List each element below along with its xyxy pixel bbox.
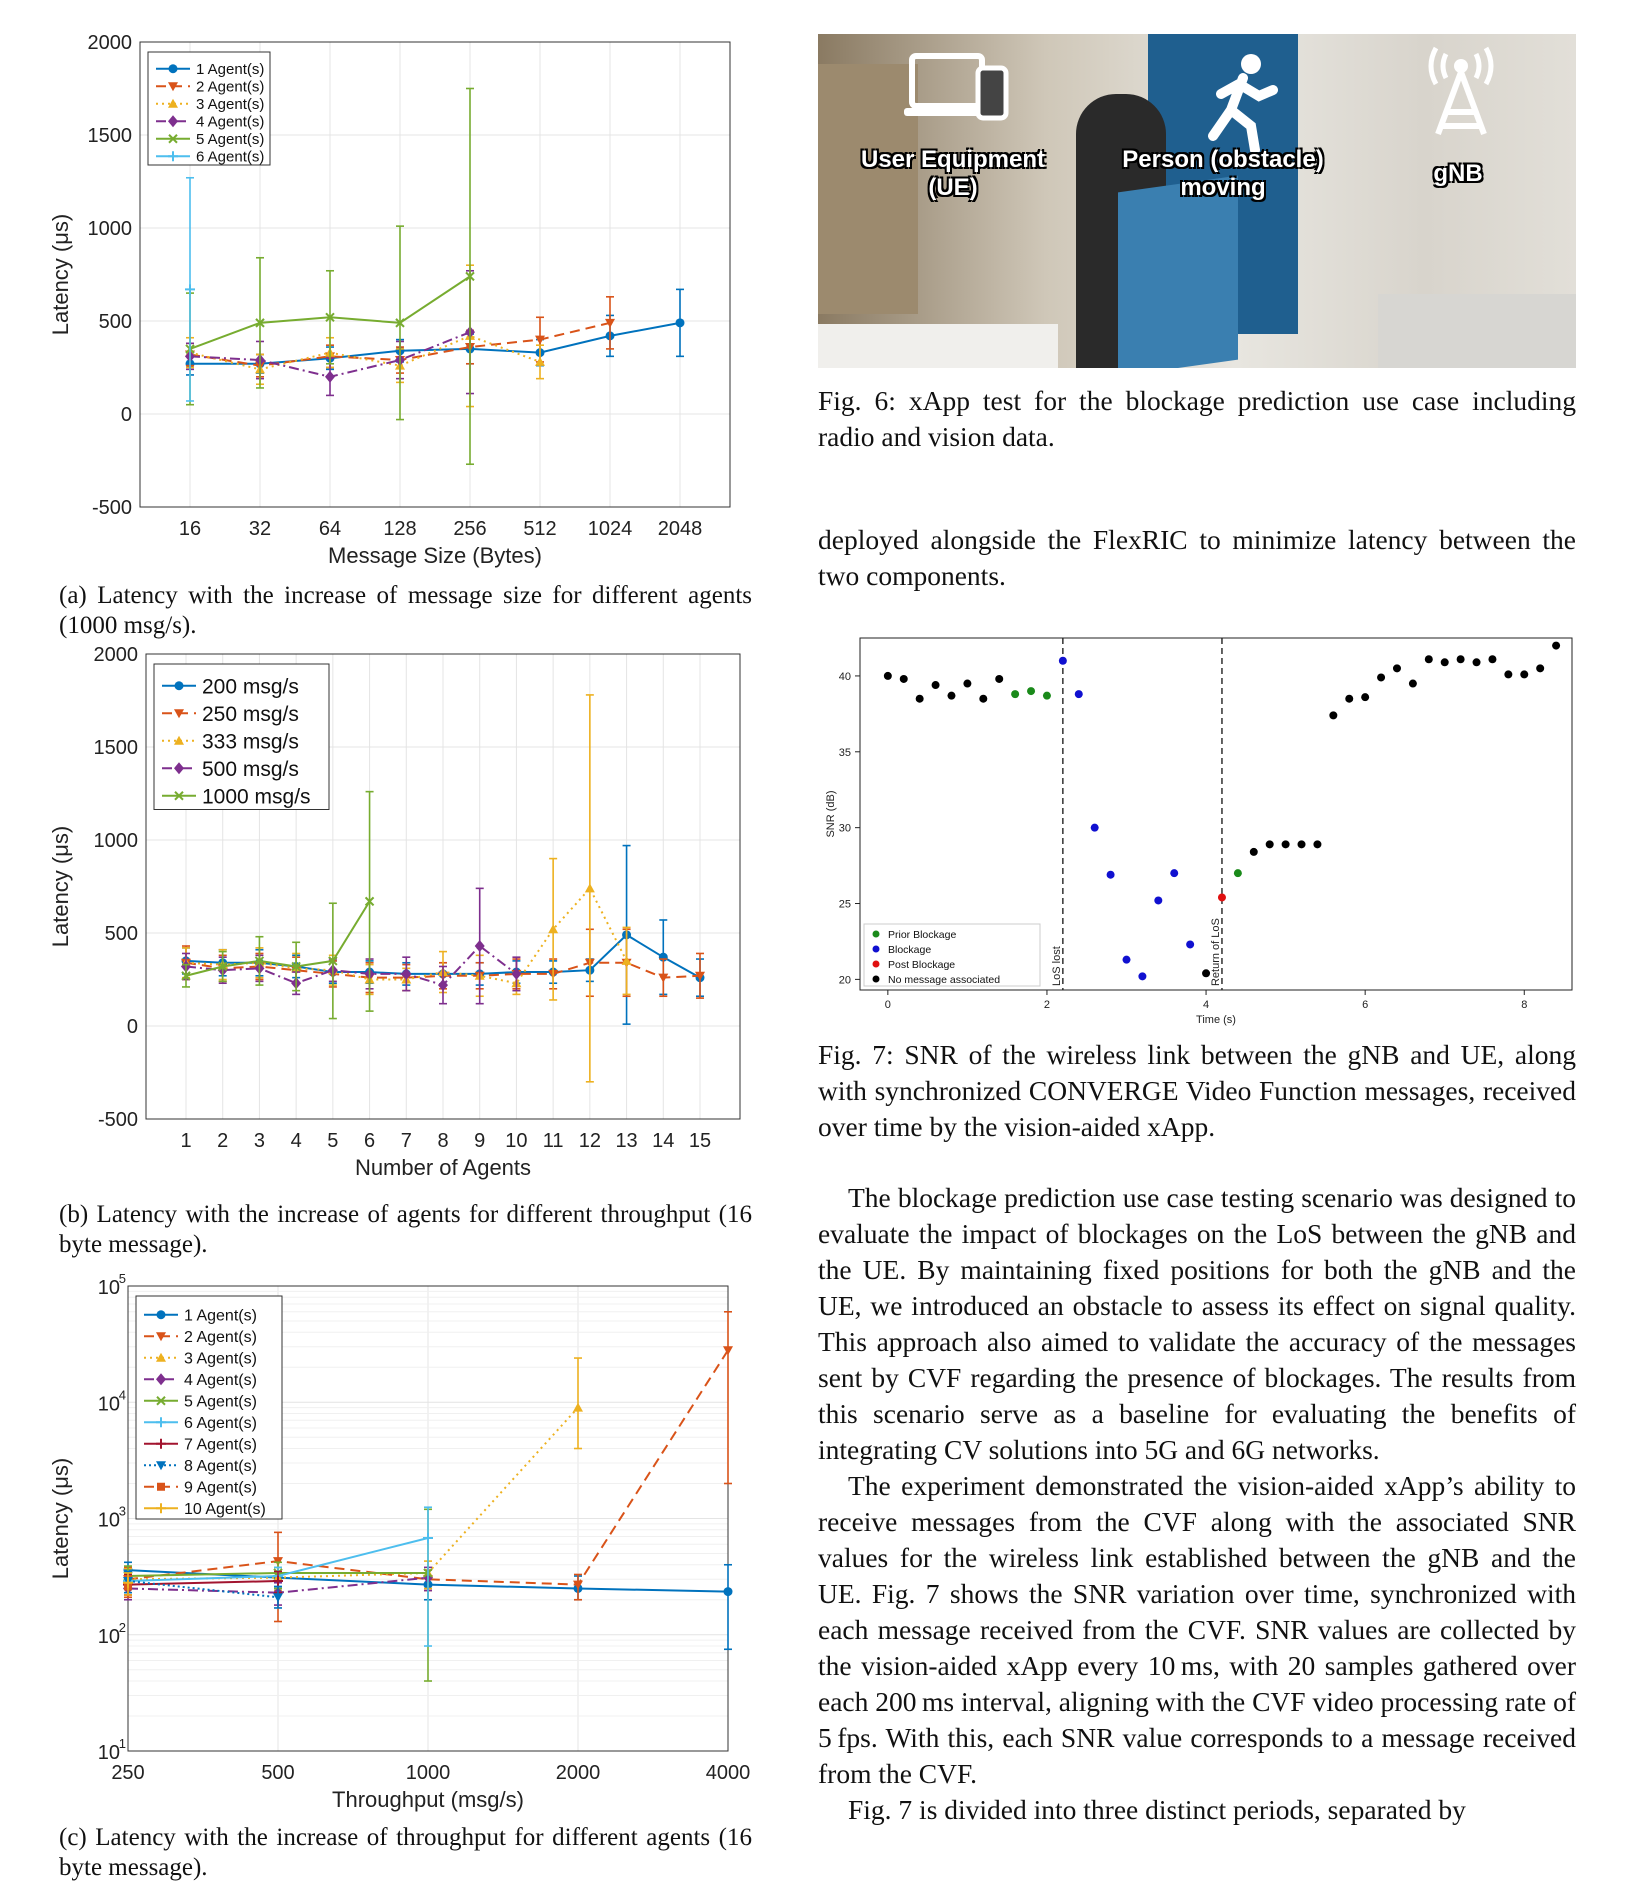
latency-vs-message-size-chart [40,18,760,578]
ue-photo-label: User Equipment (UE) [860,146,1046,201]
legend-label: 6 Agent(s) [184,1414,257,1432]
series-line [190,323,680,364]
data-point [1393,664,1401,672]
x-tick-label: 32 [248,518,272,540]
data-point [676,318,685,327]
x-tick-label: 1 [180,1130,192,1152]
x-tick-label: 2 [1043,999,1051,1011]
data-point [1329,711,1337,719]
data-point [1345,695,1353,703]
data-point [475,940,485,952]
data-point [1091,824,1099,832]
y-tick-label: 1000 [93,830,138,852]
legend-label: 5 Agent(s) [196,131,265,149]
data-point [1138,972,1146,980]
fig6-caption: Fig. 6: xApp test for the blockage prediction use case including radio and vision data. [818,385,1576,452]
y-tick-label: 40 [838,670,851,683]
series-blockage [1059,657,1194,981]
y-tick-exponent: 1 [118,1736,126,1751]
legend-label: 8 Agent(s) [184,1457,257,1475]
y-tick-exponent: 3 [118,1503,126,1519]
y-tick-label: 1500 [93,737,138,759]
x-tick-label: 4 [1202,999,1210,1011]
x-tick-label: 16 [178,518,202,540]
person-photo-label: Person (obstacle) moving [1122,146,1324,201]
y-tick-label: 25 [838,898,851,911]
data-point [548,924,558,933]
data-point [963,680,971,688]
data-point [1457,655,1465,663]
data-point [1361,693,1369,701]
fig-b-caption: (b) Latency with the increase of agents for different throughput (16 byte message). [59,1201,752,1258]
legend-marker [169,64,178,73]
data-point [724,1587,733,1596]
legend-label: Blockage [888,944,932,956]
data-point [1027,687,1035,695]
y-tick-label: 10 [97,1625,120,1648]
legend-label: 1 Agent(s) [184,1307,257,1325]
legend-label: Post Blockage [888,959,956,971]
legend [154,664,329,810]
y-tick-label: -500 [91,497,132,519]
x-tick-label: 3 [253,1130,265,1152]
x-tick-label: 11 [542,1130,564,1152]
paragraph-flexric-text: deployed alongside the FlexRIC to minimize latency between the two components. [818,524,1576,591]
data-point [1473,658,1481,666]
latency-vs-agents-chart [40,632,760,1192]
data-point [273,1593,283,1602]
legend [136,1296,282,1519]
data-point [1186,940,1194,948]
x-tick-label: 4000 [705,1762,751,1784]
x-axis-label: Number of Agents [354,1155,532,1180]
x-tick-label: 512 [523,518,557,540]
x-tick-label: 250 [111,1762,145,1784]
y-tick-label: 1000 [87,218,132,240]
legend-label: No message associated [888,974,1001,986]
y-tick-exponent: 4 [118,1387,126,1403]
legend-label: 333 msg/s [202,730,299,754]
fig-a-caption: (a) Latency with the increase of message size for different agents (1000 msg/s). [59,582,752,639]
x-tick-label: 500 [261,1762,295,1784]
legend-marker [873,976,880,983]
body-text [818,1180,1576,1828]
data-point [884,672,892,680]
data-point [325,371,335,383]
x-tick-label: 2048 [657,518,703,540]
data-point [1107,871,1115,879]
event-label: Return of LoS [1209,918,1222,986]
y-tick-label: 500 [98,311,132,333]
series-500-msg-s [181,888,521,1003]
blue-absorber-panel [1118,176,1238,368]
blockage-test-photo [818,34,1576,368]
laptop-phone-icon [904,50,1014,130]
data-point [1059,657,1067,665]
x-tick-label: 2000 [555,1762,601,1784]
x-tick-label: 0 [884,999,891,1011]
desk [818,324,1058,368]
x-tick-label: 6 [1362,999,1369,1011]
data-point [932,681,940,689]
x-tick-label: 64 [318,518,342,540]
x-tick-label: 8 [437,1130,449,1152]
legend-marker [873,946,880,953]
legend-label: 1 Agent(s) [196,61,265,79]
y-tick-label: 10 [97,1277,120,1299]
event-label: LoS lost [1050,946,1063,986]
latency-vs-throughput-chart [40,1258,760,1818]
legend-label: 500 msg/s [202,757,299,781]
x-tick-label: 2 [217,1130,229,1152]
x-tick-label: 4 [290,1130,302,1152]
x-tick-label: 14 [652,1130,675,1152]
y-tick-exponent: 2 [118,1619,126,1635]
data-point [1123,956,1131,964]
antenna-tower-icon [1416,42,1506,142]
data-point [585,883,595,892]
fig7-caption: Fig. 7: SNR of the wireless link between the gNB and UE, along with synchronized CONVERGE Video Function messages, received over time by the vision-aided xApp. [818,1039,1576,1142]
y-tick-label: 10 [97,1393,120,1416]
y-tick-label: 30 [838,822,851,835]
x-tick-label: 256 [453,518,487,540]
data-point [1425,655,1433,663]
data-point [1202,969,1210,977]
series-prior-blockage [1011,687,1242,877]
data-point [1154,896,1162,904]
data-point [1170,869,1178,877]
y-axis-label: Latency (μs) [48,213,73,336]
y-axis-label: Latency (μs) [48,1457,73,1580]
data-point [1441,658,1449,666]
data-point [979,695,987,703]
legend-label: 200 msg/s [202,675,299,699]
data-point [1011,690,1019,698]
y-tick-label: 0 [126,1016,138,1038]
y-axis-label: SNR (dB) [825,790,837,838]
x-tick-label: 13 [615,1130,638,1152]
x-axis-label: Time (s) [1196,1014,1236,1026]
x-tick-label: 7 [400,1130,412,1152]
series-line [186,946,516,985]
data-point [947,692,955,700]
data-point [1536,664,1544,672]
data-point [1298,840,1306,848]
series-3-agent-s- [185,265,545,406]
x-tick-label: 1024 [587,518,633,540]
data-point [1282,840,1290,848]
x-axis-label: Throughput (msg/s) [332,1787,524,1812]
legend-marker [873,961,880,968]
y-tick-label: 0 [120,404,132,426]
paragraph-experiment: The experiment demonstrated the vision-aided xApp’s ability to receive messages from the CVF along with the associated SNR values for the wireless link established between the gNB and the UE. Fig. 7 shows the SNR variation over time, synchronized with each message received from the CVF. SNR values are collected by the vision-aided xApp every 10 ms, with 20 samples gathered over each 200 ms interval, aligning with the CVF video processing rate of 5 fps. With this, each SNR value corresponds to a message received from the CVF. [818,1470,1576,1789]
data-point [1488,655,1496,663]
x-tick-label: 128 [383,518,417,540]
x-tick-label: 1000 [405,1762,451,1784]
data-point [1409,680,1417,688]
data-point [1043,692,1051,700]
y-tick-exponent: 5 [118,1271,126,1286]
snr-over-time-chart [818,626,1578,1026]
y-tick-label: 20 [838,974,851,987]
legend-label: 4 Agent(s) [196,113,265,131]
data-point [1504,670,1512,678]
legend [864,924,1040,986]
y-tick-label: 500 [104,923,138,945]
y-tick-label: 35 [838,746,851,759]
legend-marker [873,931,880,938]
data-point [916,695,924,703]
fig-c-caption: (c) Latency with the increase of throughput for different agents (16 byte message). [59,1824,752,1881]
legend-label: 1000 msg/s [202,785,311,809]
x-axis-label: Message Size (Bytes) [328,543,542,568]
legend-marker [157,1483,165,1491]
legend-marker [175,681,184,690]
y-tick-label: 10 [97,1509,120,1532]
legend-label: Prior Blockage [888,929,957,941]
x-tick-label: 10 [505,1130,528,1152]
data-point [995,675,1003,683]
series-1000-msg-s [182,792,374,1019]
series-line [128,1581,278,1585]
x-tick-label: 8 [1521,999,1528,1011]
series-post-blockage [1218,893,1226,901]
data-point [1520,670,1528,678]
y-tick-label: -500 [97,1109,138,1131]
x-tick-label: 9 [474,1130,486,1152]
legend-label: 6 Agent(s) [196,148,265,166]
legend-label: 7 Agent(s) [184,1436,257,1454]
running-person-icon [1203,52,1283,152]
legend-label: 250 msg/s [202,702,299,726]
x-tick-label: 5 [327,1130,339,1152]
legend-label: 9 Agent(s) [184,1479,257,1497]
y-tick-label: 10 [97,1742,120,1764]
data-point [1377,673,1385,681]
x-tick-label: 12 [578,1130,601,1152]
x-tick-label: 6 [364,1130,376,1152]
data-point [1552,642,1560,650]
paragraph-flexric [818,522,1576,594]
legend [148,52,270,166]
data-point [1218,893,1226,901]
y-tick-label: 2000 [93,644,138,666]
legend-label: 3 Agent(s) [196,96,265,114]
data-point [900,675,908,683]
x-tick-label: 15 [688,1130,712,1152]
y-axis-label: Latency (μs) [48,825,73,948]
paragraph-periods: Fig. 7 is divided into three distinct periods, separated by [848,1794,1466,1825]
legend-label: 2 Agent(s) [184,1328,257,1346]
data-point [1266,840,1274,848]
data-point [1250,848,1258,856]
desk-right [1378,294,1576,368]
legend-label: 10 Agent(s) [184,1500,266,1518]
y-tick-label: 1500 [87,125,132,147]
gnb-photo-label: gNB [1433,160,1483,187]
data-point [1075,690,1083,698]
data-point [1234,869,1242,877]
legend-label: 4 Agent(s) [184,1371,257,1389]
y-tick-label: 2000 [87,32,132,54]
legend-label: 3 Agent(s) [184,1350,257,1368]
data-point [1313,840,1321,848]
series-line [186,901,370,975]
data-point [423,1533,433,1543]
legend-label: 5 Agent(s) [184,1393,257,1411]
legend-label: 2 Agent(s) [196,78,265,96]
legend-marker [157,1310,166,1319]
paragraph-scenario: The blockage prediction use case testing scenario was designed to evaluate the impact of blockages on the LoS between the gNB and the UE. By maintaining fixed positions for both the gNB and the UE, we introduced an obstacle to assess its effect on signal quality. This approach also aimed to validate the accuracy of the messages sent by CVF regarding the presence of blockages. The results from this scenario serve as a baseline for evaluating the benefits of integrating CV solutions into 5G and 6G networks. [818,1182,1576,1465]
